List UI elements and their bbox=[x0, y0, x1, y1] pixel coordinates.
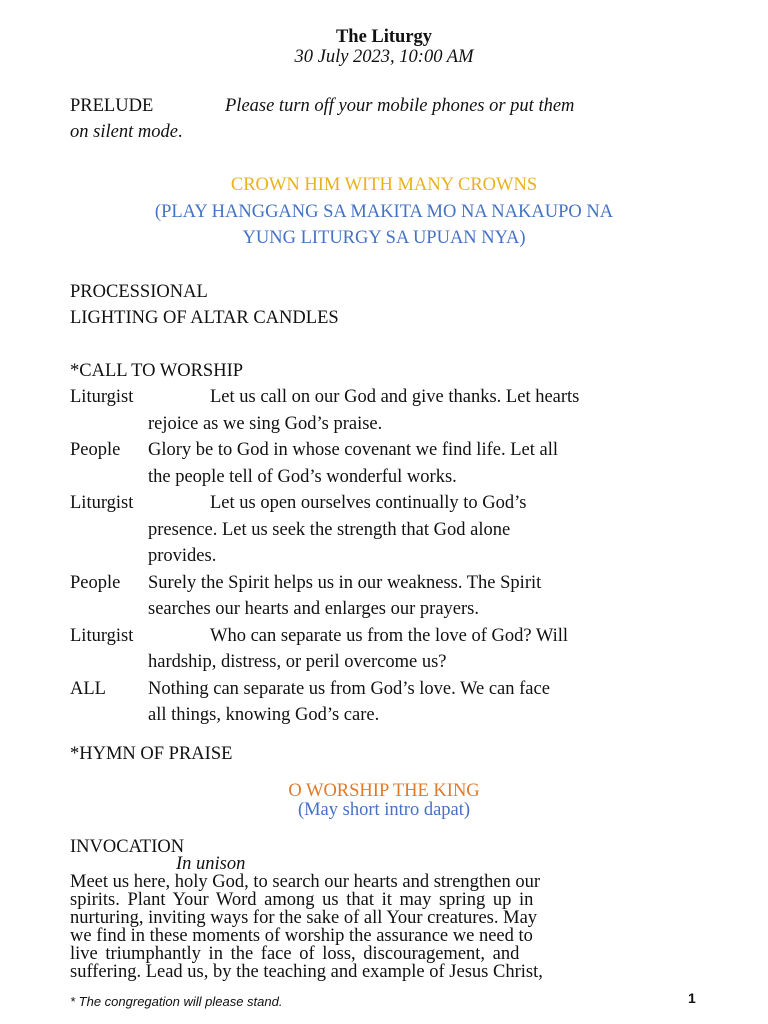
responsive-line: provides. bbox=[148, 546, 217, 566]
invocation-heading: INVOCATION bbox=[70, 837, 185, 857]
speaker-liturgist: Liturgist bbox=[70, 493, 134, 513]
invocation-line: spirits. Plant Your Word among us that it may spring up in bbox=[70, 890, 534, 910]
responsive-line: presence. Let us seek the strength that God alone bbox=[148, 520, 511, 540]
invocation-line: live triumphantly in the face of loss, discouragement, and bbox=[70, 944, 520, 964]
responsive-line: Who can separate us from the love of God? Will bbox=[210, 626, 569, 646]
responsive-line: the people tell of God’s wonderful works. bbox=[148, 467, 457, 487]
prelude-note-line1: Please turn off your mobile phones or put them bbox=[225, 96, 575, 116]
responsive-line: rejoice as we sing God’s praise. bbox=[148, 414, 383, 434]
document-title: The Liturgy bbox=[335, 27, 433, 47]
speaker-liturgist: Liturgist bbox=[70, 387, 134, 407]
responsive-line: searches our hearts and enlarges our prayers. bbox=[148, 599, 479, 619]
invocation-mode: In unison bbox=[176, 854, 246, 874]
hymn-note: (May short intro dapat) bbox=[297, 800, 471, 820]
opening-song-title: CROWN HIM WITH MANY CROWNS bbox=[230, 175, 538, 195]
responsive-line: all things, knowing God’s care. bbox=[148, 705, 380, 725]
responsive-line: Surely the Spirit helps us in our weakness. The Spirit bbox=[148, 573, 542, 593]
opening-song-note-line2: YUNG LITURGY SA UPUAN NYA) bbox=[242, 228, 526, 248]
footer-note: * The congregation will please stand. bbox=[70, 994, 283, 1009]
prelude-note-line2: on silent mode. bbox=[70, 122, 183, 142]
invocation-line: we find in these moments of worship the assurance we need to bbox=[70, 926, 533, 946]
speaker-people: People bbox=[70, 573, 121, 593]
hymn-of-praise-heading: *HYMN OF PRAISE bbox=[70, 744, 233, 764]
speaker-people: People bbox=[70, 440, 121, 460]
responsive-line: Let us call on our God and give thanks. Let hearts bbox=[210, 387, 580, 407]
speaker-liturgist: Liturgist bbox=[70, 626, 134, 646]
processional-heading: PROCESSIONAL bbox=[70, 282, 208, 302]
page-number: 1 bbox=[688, 990, 696, 1006]
invocation-line: suffering. Lead us, by the teaching and example of Jesus Christ, bbox=[70, 962, 543, 982]
invocation-line: Meet us here, holy God, to search our hearts and strengthen our bbox=[70, 872, 541, 892]
responsive-line: Let us open ourselves continually to God’s bbox=[210, 493, 527, 513]
responsive-line: Nothing can separate us from God’s love. We can face bbox=[148, 679, 550, 699]
opening-song-note-line1: (PLAY HANGGANG SA MAKITA MO NA NAKAUPO NA bbox=[154, 202, 614, 222]
prelude-label: PRELUDE bbox=[70, 96, 154, 116]
responsive-line: Glory be to God in whose covenant we find life. Let all bbox=[148, 440, 558, 460]
invocation-line: nurturing, inviting ways for the sake of all Your creatures. May bbox=[70, 908, 538, 928]
hymn-title: O WORSHIP THE KING bbox=[288, 781, 480, 801]
responsive-line: hardship, distress, or peril overcome us? bbox=[148, 652, 447, 672]
service-date: 30 July 2023, 10:00 AM bbox=[294, 47, 474, 67]
candles-heading: LIGHTING OF ALTAR CANDLES bbox=[70, 308, 339, 328]
call-to-worship-heading: *CALL TO WORSHIP bbox=[70, 361, 244, 381]
speaker-all: ALL bbox=[70, 679, 106, 699]
